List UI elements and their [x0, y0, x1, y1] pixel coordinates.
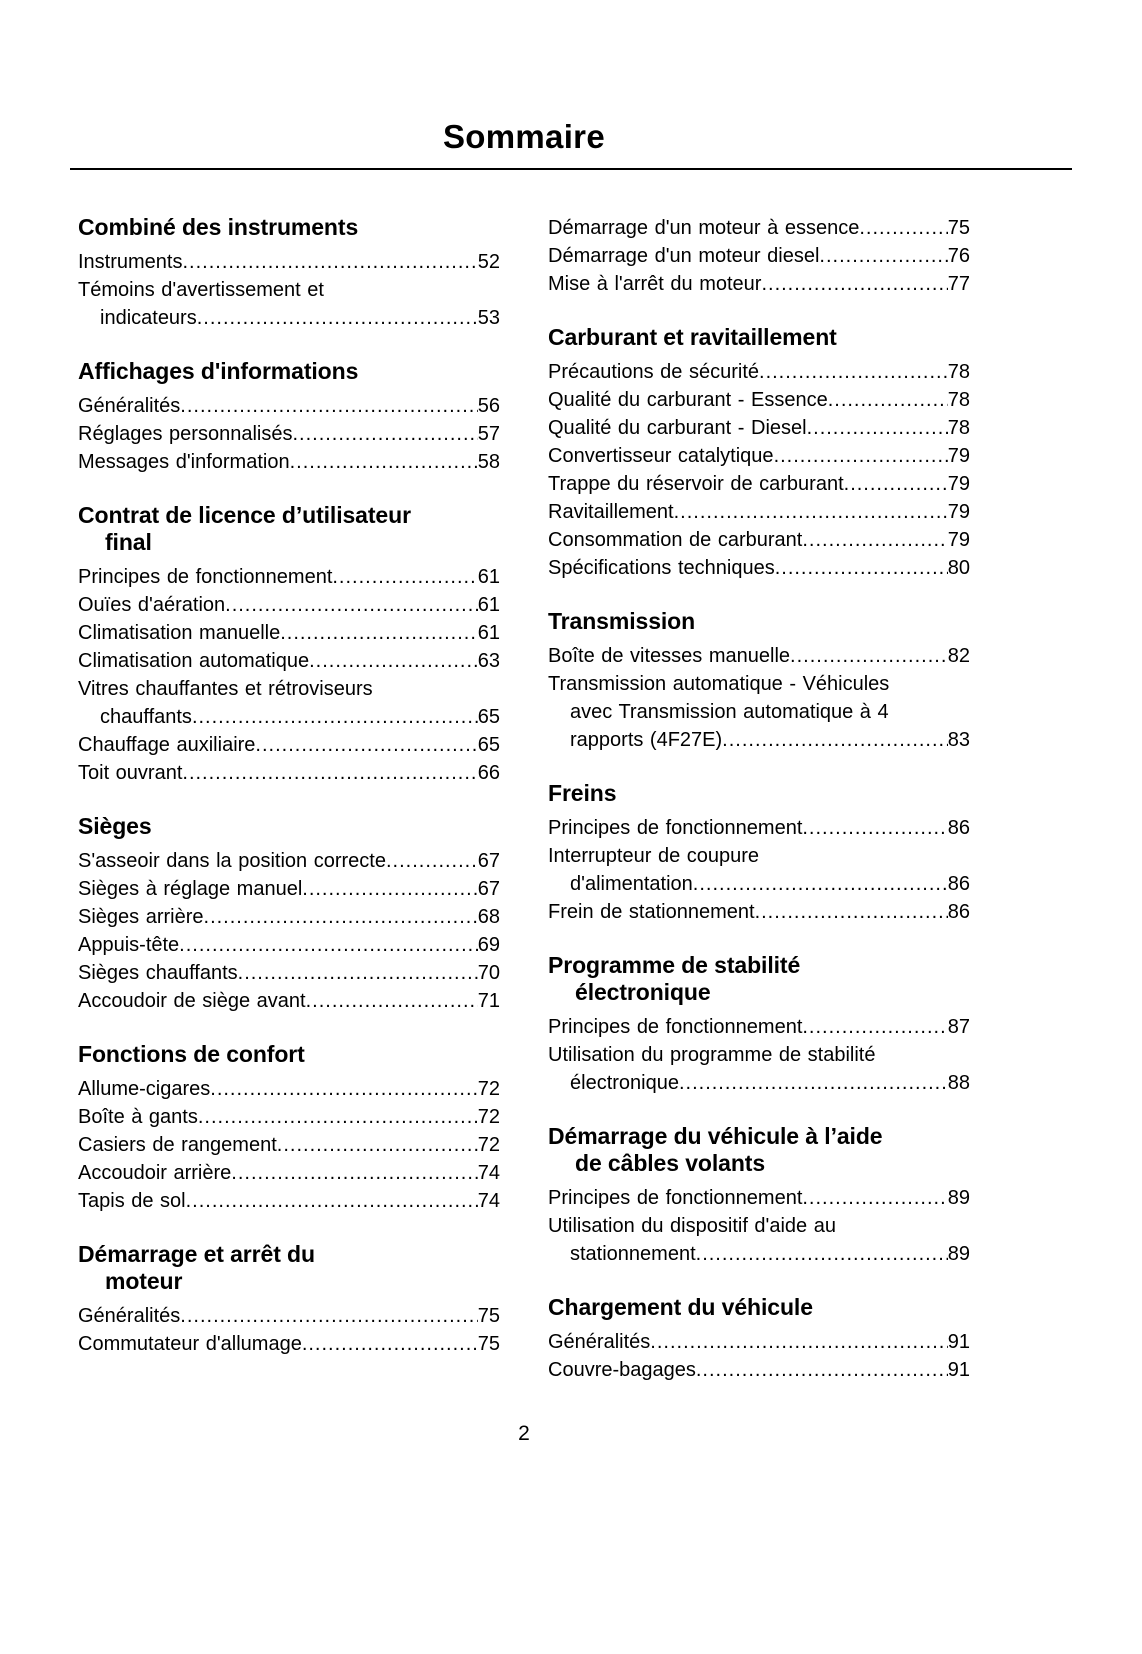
toc-entry: [548, 270, 970, 298]
toc-entry: [78, 931, 500, 959]
toc-dot-leader: [761, 270, 947, 298]
toc-entry-line: [548, 554, 970, 582]
toc-entry-text: Accoudoir arrière: [78, 1162, 232, 1184]
toc-entry: [548, 1013, 970, 1041]
toc-entry-text: Accoudoir de siège avant: [78, 990, 306, 1012]
toc-entry: [548, 898, 970, 926]
toc-dot-leader: [859, 214, 947, 242]
toc-page-ref: 78: [947, 417, 970, 439]
page-title: Sommaire: [443, 118, 605, 155]
toc-dot-leader: [844, 470, 948, 498]
toc-entry: [78, 1187, 500, 1215]
toc-entry: [548, 386, 970, 414]
toc-entry-text: Utilisation du dispositif d'aide au: [548, 1215, 836, 1237]
toc-dot-leader: [302, 875, 477, 903]
toc-dot-leader: [759, 358, 948, 386]
section-heading-line: de câbles volants: [575, 1150, 766, 1176]
toc-entry-text: indicateurs: [100, 307, 197, 329]
toc-page-ref: 86: [947, 817, 970, 839]
toc-entry-line: [548, 670, 970, 698]
toc-dot-leader: [775, 554, 948, 582]
section-heading: [78, 502, 500, 556]
section-heading-line: Programme de stabilité: [548, 952, 801, 978]
toc-entry-text: électronique: [570, 1072, 679, 1094]
toc-section: [78, 1041, 500, 1215]
toc-entry-line: [548, 1041, 970, 1069]
toc-entry-line: [548, 842, 970, 870]
toc-entry: [78, 276, 500, 332]
toc-entry: [78, 959, 500, 987]
toc-dot-leader: [277, 1131, 478, 1159]
toc-entry-line: [78, 304, 500, 332]
section-heading-line: Chargement du véhicule: [548, 1294, 813, 1320]
toc-page-ref: 86: [947, 901, 970, 923]
toc-entry-line: [78, 1103, 500, 1131]
toc-entry: [78, 1131, 500, 1159]
page-number: 2: [518, 1422, 530, 1445]
toc-dot-leader: [182, 759, 477, 787]
toc-entry-text: Toit ouvrant: [78, 762, 183, 784]
section-heading-line: Démarrage et arrêt du: [78, 1241, 315, 1267]
toc-entry-line: [78, 276, 500, 304]
toc-entry: [78, 1302, 500, 1330]
toc-entry-text: Chauffage auxiliaire: [78, 734, 256, 756]
section-heading: [548, 952, 970, 1006]
toc-entry: [78, 731, 500, 759]
toc-column: [548, 214, 970, 1384]
section-heading-line: moteur: [105, 1268, 183, 1294]
toc-entry-line: [548, 1328, 970, 1356]
toc-dot-leader: [302, 1330, 478, 1358]
section-heading-line: Fonctions de confort: [78, 1041, 305, 1067]
toc-page-ref: 75: [477, 1305, 500, 1327]
toc-entry-text: Climatisation manuelle: [78, 622, 281, 644]
toc-dot-leader: [774, 442, 948, 470]
toc-entry-text: Messages d'information: [78, 451, 290, 473]
toc-columns: [78, 214, 970, 1384]
toc-entry: [78, 903, 500, 931]
toc-page-ref: 78: [947, 389, 970, 411]
toc-dot-leader: [231, 1159, 477, 1187]
toc-entry: [78, 1075, 500, 1103]
toc-page-ref: 56: [477, 395, 500, 417]
toc-entry-line: [548, 1013, 970, 1041]
toc-entry: [548, 442, 970, 470]
toc-entry-text: Climatisation automatique: [78, 650, 310, 672]
section-heading: [78, 214, 500, 241]
toc-section: [548, 324, 970, 582]
toc-entry-text: Généralités: [78, 1305, 181, 1327]
toc-entry-text: Sièges arrière: [78, 906, 204, 928]
toc-entry-line: [78, 903, 500, 931]
toc-section: [548, 1123, 970, 1268]
toc-page-ref: 58: [477, 451, 500, 473]
toc-page-ref: 68: [477, 906, 500, 928]
toc-dot-leader: [225, 591, 478, 619]
toc-dot-leader: [210, 1075, 477, 1103]
section-heading: [548, 1123, 970, 1177]
toc-dot-leader: [722, 726, 948, 754]
toc-page-ref: 78: [947, 361, 970, 383]
toc-page-ref: 52: [477, 251, 500, 273]
toc-entry-line: [78, 448, 500, 476]
toc-page-ref: 74: [477, 1162, 500, 1184]
section-heading-line: Contrat de licence d’utilisateur: [78, 502, 411, 528]
toc-dot-leader: [828, 386, 948, 414]
toc-page-ref: 79: [947, 445, 970, 467]
toc-page-ref: 69: [477, 934, 500, 956]
toc-dot-leader: [790, 642, 948, 670]
toc-section: [78, 1241, 500, 1358]
toc-entry: [78, 759, 500, 787]
toc-page-ref: 80: [947, 557, 970, 579]
section-heading-line: électronique: [575, 979, 711, 1005]
toc-entry: [78, 875, 500, 903]
toc-entry-line: [78, 392, 500, 420]
toc-dot-leader: [332, 563, 477, 591]
toc-page-ref: 61: [477, 594, 500, 616]
toc-page-ref: 65: [477, 734, 500, 756]
toc-entry-text: Utilisation du programme de stabilité: [548, 1044, 876, 1066]
toc-page-ref: 72: [477, 1134, 500, 1156]
toc-entry: [548, 670, 970, 754]
title-divider: [70, 168, 1072, 170]
toc-entry-line: [78, 1159, 500, 1187]
toc-entry-line: [78, 931, 500, 959]
toc-dot-leader: [180, 392, 477, 420]
toc-entry: [548, 414, 970, 442]
toc-entry-line: [78, 875, 500, 903]
toc-entry-line: [548, 358, 970, 386]
toc-entry-text: Couvre-bagages: [548, 1359, 696, 1381]
toc-section: [548, 214, 970, 298]
toc-entry: [548, 1328, 970, 1356]
toc-entry: [78, 563, 500, 591]
toc-dot-leader: [309, 647, 478, 675]
toc-entry: [78, 392, 500, 420]
toc-page-ref: 61: [477, 566, 500, 588]
toc-entry-line: [78, 647, 500, 675]
toc-entry: [78, 647, 500, 675]
toc-dot-leader: [674, 498, 948, 526]
section-heading-line: Transmission: [548, 608, 696, 634]
toc-entry-text: stationnement: [570, 1243, 696, 1265]
toc-entry-text: Allume-cigares: [78, 1078, 211, 1100]
toc-page-ref: 83: [947, 729, 970, 751]
toc-entry-line: [548, 1212, 970, 1240]
toc-dot-leader: [182, 248, 477, 276]
toc-entry-line: [548, 1240, 970, 1268]
toc-section: [78, 214, 500, 332]
toc-entry-line: [548, 442, 970, 470]
toc-column: [78, 214, 500, 1384]
toc-entry-text: Commutateur d'allumage: [78, 1333, 302, 1355]
toc-entry-line: [78, 959, 500, 987]
toc-entry: [78, 847, 500, 875]
toc-dot-leader: [696, 1240, 948, 1268]
toc-entry: [548, 214, 970, 242]
toc-entry-line: [548, 1069, 970, 1097]
toc-entry: [548, 470, 970, 498]
toc-entry-line: [78, 1302, 500, 1330]
section-heading: [78, 1041, 500, 1068]
toc-dot-leader: [679, 1069, 948, 1097]
toc-entry: [548, 554, 970, 582]
toc-dot-leader: [255, 731, 477, 759]
toc-entry-text: Frein de stationnement: [548, 901, 755, 923]
toc-dot-leader: [696, 1356, 948, 1384]
toc-dot-leader: [292, 420, 477, 448]
section-heading-line: Combiné des instruments: [78, 214, 359, 240]
toc-page-ref: 57: [477, 423, 500, 445]
toc-entry-line: [548, 726, 970, 754]
toc-page-ref: 79: [947, 501, 970, 523]
toc-entry-line: [78, 987, 500, 1015]
toc-dot-leader: [802, 1184, 947, 1212]
toc-entry-text: rapports (4F27E): [570, 729, 723, 751]
toc-entry-text: Spécifications techniques: [548, 557, 775, 579]
toc-entry: [548, 1041, 970, 1097]
toc-entry-text: Ravitaillement: [548, 501, 674, 523]
toc-entry: [78, 591, 500, 619]
toc-section: [548, 608, 970, 754]
toc-page-ref: 72: [477, 1078, 500, 1100]
toc-page-ref: 65: [477, 706, 500, 728]
section-heading-line: final: [105, 529, 152, 555]
toc-entry-text: Ouïes d'aération: [78, 594, 226, 616]
toc-dot-leader: [197, 304, 478, 332]
toc-dot-leader: [192, 703, 478, 731]
toc-entry-text: Tapis de sol: [78, 1190, 186, 1212]
toc-entry-line: [78, 703, 500, 731]
toc-entry-line: [548, 414, 970, 442]
toc-entry-text: Trappe du réservoir de carburant: [548, 473, 844, 495]
toc-section: [548, 952, 970, 1097]
toc-entry-line: [548, 386, 970, 414]
toc-entry-line: [548, 498, 970, 526]
toc-entry-text: Consommation de carburant: [548, 529, 803, 551]
toc-entry-text: Témoins d'avertissement et: [78, 279, 324, 301]
toc-entry-text: Instruments: [78, 251, 183, 273]
toc-dot-leader: [180, 1302, 477, 1330]
toc-entry-text: Généralités: [78, 395, 181, 417]
toc-entry-text: Qualité du carburant - Essence: [548, 389, 828, 411]
toc-entry: [548, 842, 970, 898]
section-heading-line: Freins: [548, 780, 617, 806]
toc-entry: [548, 1184, 970, 1212]
section-heading: [548, 780, 970, 807]
toc-entry-line: [78, 1131, 500, 1159]
toc-entry-text: Vitres chauffantes et rétroviseurs: [78, 678, 373, 700]
section-heading: [548, 324, 970, 351]
toc-entry-line: [548, 1184, 970, 1212]
toc-entry: [78, 1330, 500, 1358]
toc-entry-text: Principes de fonctionnement: [548, 817, 803, 839]
toc-entry-text: Mise à l'arrêt du moteur: [548, 273, 762, 295]
toc-dot-leader: [280, 619, 478, 647]
toc-dot-leader: [802, 526, 947, 554]
toc-entry-line: [548, 1356, 970, 1384]
toc-entry-line: [78, 563, 500, 591]
section-heading-line: Affichages d'informations: [78, 358, 359, 384]
toc-entry-text: Réglages personnalisés: [78, 423, 293, 445]
toc-entry-line: [548, 470, 970, 498]
toc-entry-text: Généralités: [548, 1331, 651, 1353]
toc-entry: [548, 242, 970, 270]
toc-entry-text: Sièges à réglage manuel: [78, 878, 303, 900]
toc-page-ref: 74: [477, 1190, 500, 1212]
toc-entry: [78, 448, 500, 476]
toc-page-ref: 70: [477, 962, 500, 984]
toc-entry-line: [78, 1330, 500, 1358]
toc-section: [78, 358, 500, 476]
toc-entry: [78, 1103, 500, 1131]
section-heading-line: Sièges: [78, 813, 152, 839]
toc-entry-line: [78, 420, 500, 448]
toc-dot-leader: [819, 242, 947, 270]
toc-page-ref: 63: [477, 650, 500, 672]
toc-section: [548, 780, 970, 926]
toc-entry-line: [78, 248, 500, 276]
toc-entry-line: [548, 526, 970, 554]
toc-dot-leader: [802, 1013, 947, 1041]
toc-entry: [548, 526, 970, 554]
toc-page-ref: 72: [477, 1106, 500, 1128]
toc-entry: [548, 1212, 970, 1268]
toc-page-ref: 89: [947, 1187, 970, 1209]
toc-page-ref: 91: [947, 1331, 970, 1353]
toc-entry: [548, 1356, 970, 1384]
toc-entry-line: [78, 1187, 500, 1215]
toc-dot-leader: [198, 1103, 478, 1131]
toc-entry-text: Appuis-tête: [78, 934, 180, 956]
toc-dot-leader: [807, 414, 948, 442]
toc-page-ref: 86: [947, 873, 970, 895]
toc-entry-line: [548, 870, 970, 898]
toc-entry: [548, 642, 970, 670]
toc-entry-line: [548, 814, 970, 842]
toc-dot-leader: [386, 847, 478, 875]
toc-page-ref: 88: [947, 1072, 970, 1094]
toc-page-ref: 71: [477, 990, 500, 1012]
toc-page-ref: 79: [947, 529, 970, 551]
toc-entry-text: Qualité du carburant - Diesel: [548, 417, 807, 439]
toc-dot-leader: [755, 898, 948, 926]
toc-entry-text: Convertisseur catalytique: [548, 445, 774, 467]
toc-entry: [78, 420, 500, 448]
toc-entry-text: Boîte à gants: [78, 1106, 198, 1128]
toc-page-ref: 75: [947, 217, 970, 239]
toc-dot-leader: [238, 959, 478, 987]
toc-entry-line: [548, 242, 970, 270]
section-heading: [548, 1294, 970, 1321]
toc-entry-text: Boîte de vitesses manuelle: [548, 645, 791, 667]
section-heading: [78, 813, 500, 840]
toc-page-ref: 87: [947, 1016, 970, 1038]
toc-section: [548, 1294, 970, 1384]
toc-page-ref: 61: [477, 622, 500, 644]
toc-dot-leader: [186, 1187, 478, 1215]
toc-entry-text: d'alimentation: [570, 873, 693, 895]
toc-entry: [548, 814, 970, 842]
toc-entry-text: S'asseoir dans la position correcte: [78, 850, 386, 872]
toc-entry-line: [78, 759, 500, 787]
toc-page-ref: 66: [477, 762, 500, 784]
toc-entry-line: [78, 675, 500, 703]
toc-entry-line: [548, 642, 970, 670]
toc-dot-leader: [693, 870, 948, 898]
toc-entry-text: Principes de fonctionnement: [78, 566, 333, 588]
toc-entry-text: Principes de fonctionnement: [548, 1187, 803, 1209]
toc-page-ref: 91: [947, 1359, 970, 1381]
toc-dot-leader: [179, 931, 478, 959]
toc-entry-text: Démarrage d'un moteur diesel: [548, 245, 820, 267]
toc-section: [78, 502, 500, 787]
toc-entry-text: Sièges chauffants: [78, 962, 238, 984]
toc-page-ref: 67: [477, 850, 500, 872]
toc-entry-text: chauffants: [100, 706, 192, 728]
toc-entry-line: [548, 214, 970, 242]
toc-page-ref: 79: [947, 473, 970, 495]
toc-entry: [548, 498, 970, 526]
toc-page-ref: 77: [947, 273, 970, 295]
toc-entry: [78, 987, 500, 1015]
toc-page-ref: 53: [477, 307, 500, 329]
toc-entry-text: Précautions de sécurité: [548, 361, 760, 383]
toc-page-ref: 75: [477, 1333, 500, 1355]
toc-entry-text: Transmission automatique - Véhicules: [548, 673, 890, 695]
toc-entry-line: [78, 847, 500, 875]
toc-entry: [78, 248, 500, 276]
section-heading-line: Carburant et ravitaillement: [548, 324, 837, 350]
toc-entry: [78, 1159, 500, 1187]
section-heading: [78, 1241, 500, 1295]
toc-entry-line: [548, 270, 970, 298]
section-heading: [548, 608, 970, 635]
toc-entry-text: Démarrage d'un moteur à essence: [548, 217, 860, 239]
toc-entry-text: Interrupteur de coupure: [548, 845, 760, 867]
section-heading-line: Démarrage du véhicule à l’aide: [548, 1123, 883, 1149]
toc-entry-line: [548, 698, 970, 726]
toc-page-ref: 89: [947, 1243, 970, 1265]
toc-entry-line: [78, 591, 500, 619]
toc-entry: [78, 619, 500, 647]
toc-entry-line: [78, 619, 500, 647]
toc-dot-leader: [306, 987, 478, 1015]
toc-dot-leader: [290, 448, 478, 476]
toc-entry-line: [78, 731, 500, 759]
toc-entry-line: [548, 898, 970, 926]
toc-entry: [548, 358, 970, 386]
toc-entry-text: Principes de fonctionnement: [548, 1016, 803, 1038]
toc-entry-text: avec Transmission automatique à 4: [570, 701, 889, 723]
toc-section: [78, 813, 500, 1015]
toc-dot-leader: [204, 903, 478, 931]
toc-entry: [78, 675, 500, 731]
toc-dot-leader: [802, 814, 947, 842]
toc-entry-text: Casiers de rangement: [78, 1134, 277, 1156]
toc-page-ref: 76: [947, 245, 970, 267]
toc-dot-leader: [650, 1328, 947, 1356]
toc-page-ref: 67: [477, 878, 500, 900]
toc-entry-line: [78, 1075, 500, 1103]
toc-page-ref: 82: [947, 645, 970, 667]
section-heading: [78, 358, 500, 385]
